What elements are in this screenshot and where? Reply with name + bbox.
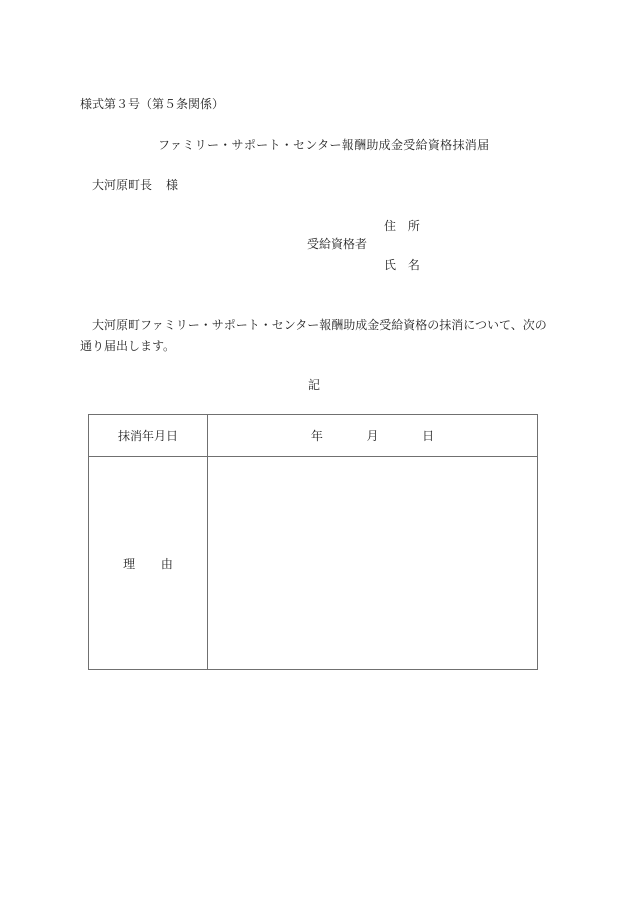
day-label: 日 [422,429,435,444]
reason-field[interactable] [208,457,538,670]
ki-heading: 記 [308,378,321,392]
recipient-label: 受給資格者 [307,237,368,251]
table-row-cancel-date [89,415,538,457]
address-label: 住 所 [384,219,420,233]
document-title: ファミリー・サポート・センター報酬助成金受給資格抹消届 [158,138,490,152]
form-number: 様式第３号（第５条関係） [80,97,225,111]
month-label: 月 [366,429,379,444]
addressee [92,176,178,193]
reason-label: 理 由 [89,457,208,670]
addressee-name: 大河原町長 [92,178,153,192]
body-text: 大河原町ファミリー・サポート・センター報酬助成金受給資格の抹消について、次の通り届出します。 [80,318,547,353]
addressee-honorific: 様 [166,178,179,192]
date-parts [311,429,434,443]
name-label: 氏 名 [384,258,420,272]
cancel-date-field[interactable] [208,415,538,457]
year-label: 年 [310,429,323,444]
cancel-date-label: 抹消年月日 [89,415,208,457]
form-table [88,414,538,670]
table-row-reason [89,457,538,670]
